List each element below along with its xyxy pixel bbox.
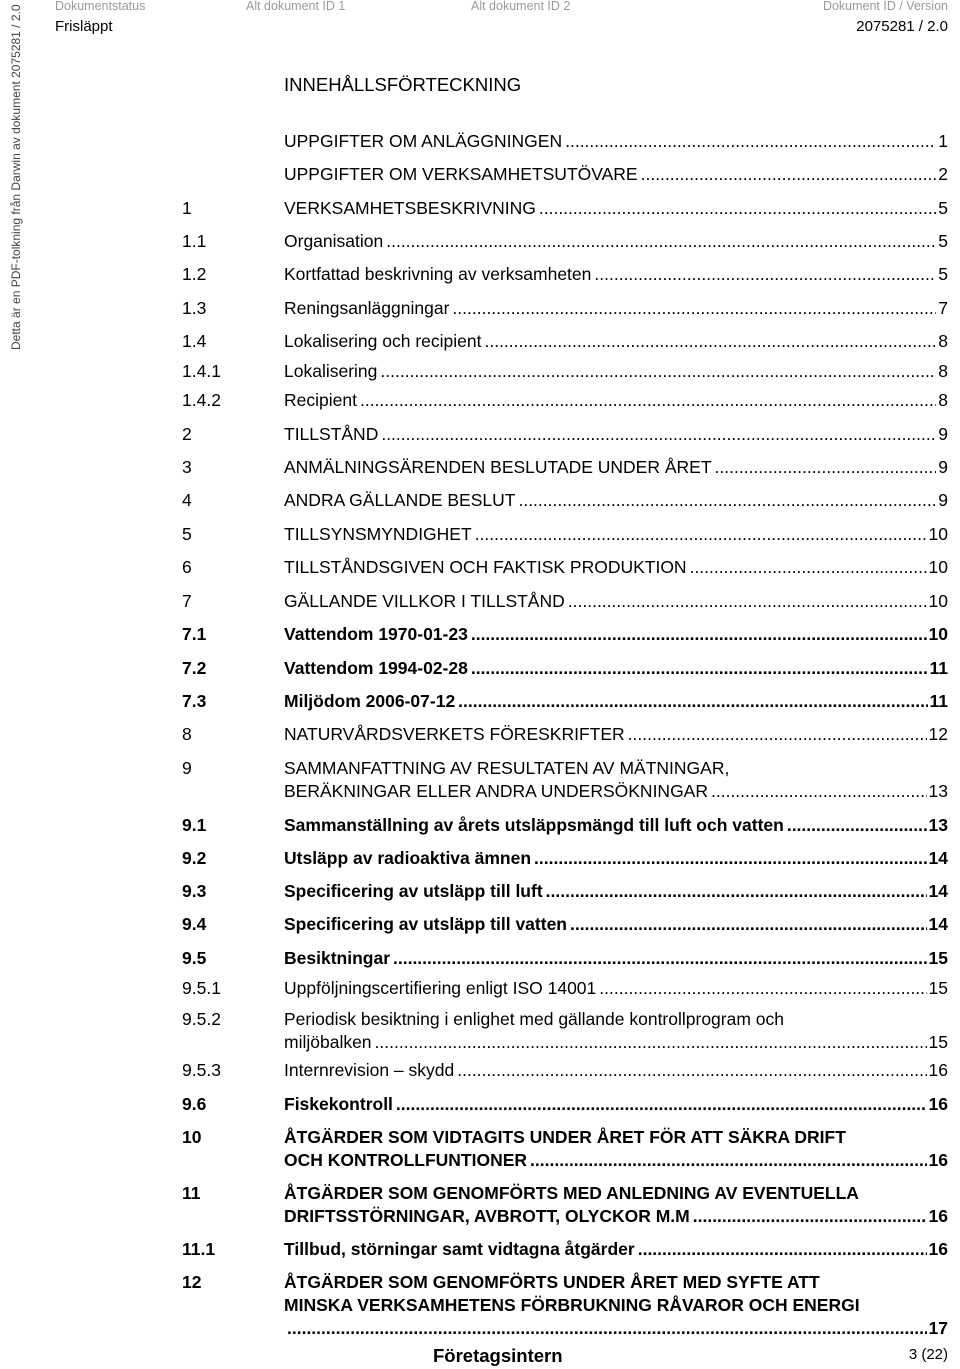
document-id-version: 2075281 / 2.0	[856, 18, 948, 35]
toc-entry-title: VERKSAMHETSBESKRIVNING	[284, 198, 536, 218]
toc-entry-number: 7.3	[182, 691, 207, 711]
toc-entry-number: 1.3	[182, 298, 207, 318]
toc-dot-leader	[539, 197, 936, 220]
toc-dot-leader	[546, 880, 927, 903]
toc-dot-leader	[594, 263, 936, 286]
toc-dot-leader	[534, 847, 926, 870]
toc-entry-number: 12	[182, 1272, 202, 1292]
toc-entry-title: NATURVÅRDSVERKETS FÖRESKRIFTER	[284, 724, 625, 744]
toc-dot-leader	[565, 130, 936, 153]
toc-dot-leader	[381, 423, 936, 446]
toc-entry-page: 2	[938, 164, 948, 184]
toc-dot-leader	[380, 360, 936, 383]
toc-entry-title: Utsläpp av radioaktiva ämnen	[284, 848, 532, 868]
header-label-doc-id: Dokument ID / Version	[822, 0, 948, 13]
toc-entry-title: Kortfattad beskrivning av verksamheten	[284, 264, 592, 284]
toc-dot-leader	[518, 489, 936, 512]
toc-entry-page: 7	[938, 298, 948, 318]
toc-entry-number: 9.5.3	[182, 1060, 221, 1080]
toc-entry-page: 15	[928, 948, 948, 968]
toc-dot-leader	[287, 1317, 927, 1340]
toc-entry-number: 9.2	[182, 848, 207, 868]
toc-dot-leader	[693, 1205, 927, 1228]
toc-entry-title: Lokalisering och recipient	[284, 331, 482, 351]
toc-entry-number: 1.2	[182, 264, 207, 284]
toc-entry-number: 11	[182, 1183, 201, 1203]
toc-entry-number: 9.6	[182, 1094, 207, 1114]
toc-entry-title: Internrevision – skydd	[284, 1060, 455, 1080]
toc-dot-leader	[690, 556, 927, 579]
toc-entry-page: 8	[938, 390, 948, 410]
toc-entry-number: 1.1	[182, 231, 207, 251]
toc-entry-title: ANMÄLNINGSÄRENDEN BESLUTADE UNDER ÅRET	[284, 457, 712, 477]
toc-entry-number: 9.3	[182, 881, 207, 901]
toc-entry-title: GÄLLANDE VILLKOR I TILLSTÅND	[284, 591, 565, 611]
toc-entry-page: 5	[938, 198, 948, 218]
footer-classification: Företagsintern	[433, 1345, 563, 1366]
toc-entry-number: 11.1	[182, 1239, 216, 1259]
toc-entry-number: 1.4	[182, 331, 207, 351]
toc-entry-page: 11	[929, 658, 948, 678]
toc-entry-page: 16	[928, 1094, 948, 1114]
toc-entry-page: 10	[928, 557, 948, 577]
toc-entry-title: ÅTGÄRDER SOM VIDTAGITS UNDER ÅRET FÖR ATT SÄKRA DRIFT	[284, 1127, 846, 1147]
toc-entry-title: UPPGIFTER OM ANLÄGGNINGEN	[284, 131, 563, 151]
toc-entry-title: Organisation	[284, 231, 384, 251]
toc-dot-leader	[475, 523, 927, 546]
toc-entry-title-cont: MINSKA VERKSAMHETENS FÖRBRUKNING RÅVAROR OCH ENERGI	[284, 1295, 860, 1315]
toc-entry-page: 16	[928, 1060, 948, 1080]
header-label-alt-id-2: Alt dokument ID 2	[471, 0, 571, 13]
toc-entry-number: 2	[182, 424, 192, 444]
toc-entry-number: 4	[182, 490, 192, 510]
toc-entry-title: Lokalisering	[284, 361, 378, 381]
toc-entry-title: Uppföljningscertifiering enligt ISO 14001	[284, 978, 597, 998]
side-note: Detta är en PDF-tolkning från Darwin av dokument 2075281 / 2.0	[9, 4, 23, 350]
toc-dot-leader	[568, 590, 927, 613]
toc-entry-title: Specificering av utsläpp till luft	[284, 881, 543, 901]
toc-dot-leader	[386, 230, 936, 253]
header-labels	[0, 0, 960, 14]
toc-entry-title: ANDRA GÄLLANDE BESLUT	[284, 490, 516, 510]
toc-entry-page: 5	[938, 231, 948, 251]
toc-entry-page: 10	[928, 591, 948, 611]
toc-entry-number: 7.2	[182, 658, 207, 678]
toc-entry-title: Recipient	[284, 390, 357, 410]
toc-entry-number: 9.5	[182, 948, 207, 968]
toc-entry-number: 1.4.2	[182, 390, 221, 410]
toc-entry-number: 6	[182, 557, 192, 577]
toc-entry-number: 9.5.2	[182, 1009, 221, 1029]
toc-entry-title: Besiktningar	[284, 948, 390, 968]
toc-entry-page: 8	[938, 331, 948, 351]
toc-dot-leader	[360, 389, 936, 412]
toc-dot-leader	[457, 1059, 926, 1082]
header-label-status: Dokumentstatus	[55, 0, 146, 13]
toc-entry-number: 9.4	[182, 914, 207, 934]
toc-entry-number: 5	[182, 524, 192, 544]
toc-entry-number: 1	[182, 198, 192, 218]
toc-entry-page: 5	[938, 264, 948, 284]
toc-entry-page: 1	[938, 131, 948, 151]
toc-entry-page: 17	[928, 1318, 948, 1338]
toc-entry-title: TILLSYNSMYNDIGHET	[284, 524, 472, 544]
toc-entry-number: 9	[182, 758, 192, 778]
toc-dot-leader	[471, 623, 927, 646]
toc-entry-page: 16	[928, 1150, 948, 1170]
toc-entry-title: TILLSTÅND	[284, 424, 379, 444]
toc-dot-leader	[458, 690, 927, 713]
toc-entry-title-cont: DRIFTSSTÖRNINGAR, AVBROTT, OLYCKOR M.M	[284, 1206, 690, 1226]
toc-entry-page: 16	[928, 1206, 948, 1226]
toc-entry-number: 8	[182, 724, 192, 744]
toc-entry-page: 15	[928, 1032, 948, 1052]
toc-dot-leader	[641, 163, 937, 186]
toc-entry-page: 9	[938, 457, 948, 477]
toc-entry-title-cont: BERÄKNINGAR ELLER ANDRA UNDERSÖKNINGAR	[284, 781, 708, 801]
toc-dot-leader	[471, 657, 928, 680]
document-status: Frisläppt	[55, 18, 113, 35]
toc-entry-number: 9.5.1	[182, 978, 221, 998]
toc-dot-leader	[393, 947, 927, 970]
toc-entry-number: 10	[182, 1127, 202, 1147]
toc-entry-title: SAMMANFATTNING AV RESULTATEN AV MÄTNINGAR,	[284, 758, 730, 778]
toc-entry-page: 14	[928, 848, 948, 868]
toc-entry-page: 11	[929, 691, 948, 711]
toc-entry-page: 10	[928, 624, 948, 644]
toc-entry-title: Fiskekontroll	[284, 1094, 393, 1114]
footer-page-number: 3 (22)	[908, 1346, 948, 1363]
toc-entry-title: ÅTGÄRDER SOM GENOMFÖRTS UNDER ÅRET MED SYFTE ATT	[284, 1272, 820, 1292]
toc-entry-title: Sammanställning av årets utsläppsmängd till luft och vatten	[284, 815, 784, 835]
toc-dot-leader	[375, 1031, 927, 1054]
toc-entry-page: 14	[928, 914, 948, 934]
toc-dot-leader	[484, 330, 936, 353]
toc-entry-title: Periodisk besiktning i enlighet med gällande kontrollprogram och	[284, 1009, 785, 1029]
toc-entry-title-cont: OCH KONTROLLFUNTIONER	[284, 1150, 528, 1170]
toc-entry-page: 13	[928, 781, 948, 801]
toc-entry-page: 9	[938, 490, 948, 510]
toc-entry-page: 8	[938, 361, 948, 381]
toc-dot-leader	[570, 913, 927, 936]
toc-entry-page: 9	[938, 424, 948, 444]
toc-dot-leader	[530, 1149, 926, 1172]
toc-dot-leader	[452, 297, 936, 320]
toc-entry-page: 14	[928, 881, 948, 901]
toc-entry-page: 12	[928, 724, 948, 744]
toc-dot-leader	[628, 723, 927, 746]
toc-dot-leader	[396, 1093, 927, 1116]
toc-dot-leader	[638, 1238, 927, 1261]
toc-entry-number: 7	[182, 591, 192, 611]
toc-dot-leader	[715, 456, 937, 479]
toc-entry-title-cont: miljöbalken	[284, 1032, 372, 1052]
toc-entry-number: 7.1	[182, 624, 207, 644]
header-label-alt-id-1: Alt dokument ID 1	[246, 0, 346, 13]
toc-entry-page: 13	[928, 815, 948, 835]
toc-title: INNEHÅLLSFÖRTECKNING	[284, 74, 522, 95]
toc-entry-title: ÅTGÄRDER SOM GENOMFÖRTS MED ANLEDNING AV EVENTUELLA	[284, 1183, 859, 1203]
toc-entry-page: 10	[928, 524, 948, 544]
toc-dot-leader	[711, 780, 927, 803]
toc-entry-title: Specificering av utsläpp till vatten	[284, 914, 567, 934]
toc-entry-title: Miljödom 2006-07-12	[284, 691, 456, 711]
toc-entry-number: 3	[182, 457, 192, 477]
toc-dot-leader	[599, 977, 926, 1000]
toc-entry-title: Vattendom 1970-01-23	[284, 624, 468, 644]
toc-entry-number: 1.4.1	[182, 361, 221, 381]
toc-entry-page: 15	[928, 978, 948, 998]
toc-entry-title: Vattendom 1994-02-28	[284, 658, 468, 678]
toc-dot-leader	[787, 814, 927, 837]
toc-entry-page: 16	[928, 1239, 948, 1259]
toc-entry-title: UPPGIFTER OM VERKSAMHETSUTÖVARE	[284, 164, 638, 184]
toc-entry-number: 9.1	[182, 815, 207, 835]
toc-entry-title: Reningsanläggningar	[284, 298, 450, 318]
toc-entry-title: TILLSTÅNDSGIVEN OCH FAKTISK PRODUKTION	[284, 557, 687, 577]
toc-entry-title: Tillbud, störningar samt vidtagna åtgärder	[284, 1239, 635, 1259]
